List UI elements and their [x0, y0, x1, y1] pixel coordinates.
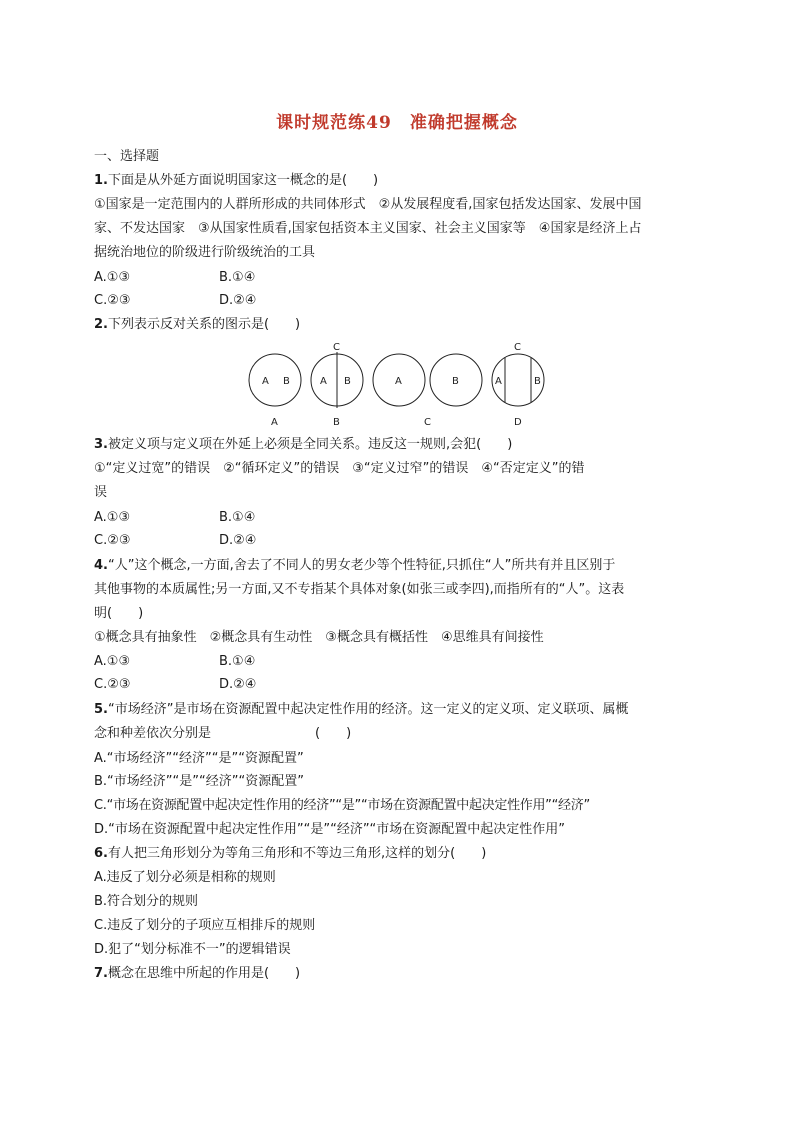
question-7-number: 7. [94, 966, 108, 981]
diagram-d-label-top: C [514, 342, 521, 353]
question-6-option-b[interactable]: B.符合划分的规则 [94, 894, 199, 909]
question-4-text: “人”这个概念,一方面,舍去了不同人的男女老少等个性特征,只抓住“人”所共有并且区别于 [107, 558, 616, 573]
question-6-option-d[interactable]: D.犯了“划分标准不一”的逻辑错误 [94, 942, 291, 957]
diagram-c-label-2: B [452, 376, 459, 387]
question-1-text: 下面是从外延方面说明国家这一概念的是( ) [107, 173, 379, 188]
question-1-line-3: 据统治地位的阶级进行阶级统治的工具 [94, 245, 316, 260]
question-1-number: 1. [94, 173, 108, 188]
question-3-option-b[interactable]: B.①④ [219, 510, 256, 525]
question-4-option-a[interactable]: A.①③ [94, 654, 131, 669]
diagram-a-label-left: A [262, 376, 269, 387]
question-5-option-a[interactable]: A.“市场经济”“经济”“是”“资源配置” [94, 751, 304, 766]
diagram-b[interactable] [311, 342, 363, 428]
diagram-d-label-right: B [534, 376, 541, 387]
diagram-b-label-right: B [344, 376, 351, 387]
question-3-stem [94, 436, 512, 454]
question-5-line-1: 念和种差依次分别是 ( ) [94, 726, 352, 741]
question-6-stem [94, 845, 486, 863]
question-5-text: “市场经济”是市场在资源配置中起决定性作用的经济。这一定义的定义项、定义联项、属概 [107, 702, 629, 717]
question-1-option-c[interactable]: C.②③ [94, 293, 131, 308]
question-6-text: 有人把三角形划分为等角三角形和不等边三角形,这样的划分( ) [107, 846, 487, 861]
diagram-a-label-right: B [283, 376, 290, 387]
question-3-text: 被定义项与定义项在外延上必须是全同关系。违反这一规则,会犯( ) [107, 437, 513, 452]
question-4-line-3: ①概念具有抽象性 ②概念具有生动性 ③概念具有概括性 ④思维具有间接性 [94, 630, 544, 645]
diagram-d[interactable] [492, 342, 544, 428]
question-3-option-a[interactable]: A.①③ [94, 510, 131, 525]
question-4-option-d[interactable]: D.②④ [219, 677, 257, 692]
question-3-option-c[interactable]: C.②③ [94, 533, 131, 548]
question-2-stem [94, 316, 300, 334]
diagram-b-label-top: C [333, 342, 340, 353]
question-4-option-b[interactable]: B.①④ [219, 654, 256, 669]
diagram-b-label-left: A [320, 376, 327, 387]
diagram-d-label-left: A [495, 376, 502, 387]
relation-diagram [240, 340, 560, 430]
question-5-option-d[interactable]: D.“市场在资源配置中起决定性作用”“是”“经济”“市场在资源配置中起决定性作用” [94, 822, 566, 837]
question-3-number: 3. [94, 437, 108, 452]
question-2-text: 下列表示反对关系的图示是( ) [107, 317, 301, 332]
diagram-c[interactable] [373, 354, 482, 428]
question-5-number: 5. [94, 702, 108, 717]
page-title: 课时规范练49 准确把握概念 [276, 113, 518, 133]
diagram-b-caption: B [333, 417, 340, 428]
question-1-option-a[interactable]: A.①③ [94, 270, 131, 285]
diagram-c-label-1: A [395, 376, 402, 387]
question-5-option-b[interactable]: B.“市场经济”“是”“经济”“资源配置” [94, 774, 304, 789]
question-5-option-c[interactable]: C.“市场在资源配置中起决定性作用的经济”“是”“市场在资源配置中起决定性作用”“经济” [94, 798, 590, 813]
question-1-line-1: ①国家是一定范围内的人群所形成的共同体形式 ②从发展程度看,国家包括发达国家、发展中国 [94, 197, 642, 212]
question-4-option-c[interactable]: C.②③ [94, 677, 131, 692]
question-1-line-2: 家、不发达国家 ③从国家性质看,国家包括资本主义国家、社会主义国家等 ④国家是经济上占 [94, 221, 642, 236]
question-7-text: 概念在思维中所起的作用是( ) [107, 966, 301, 981]
question-2-number: 2. [94, 317, 108, 332]
question-3-option-d[interactable]: D.②④ [219, 533, 257, 548]
question-7-stem [94, 965, 300, 983]
question-6-number: 6. [94, 846, 108, 861]
question-3-line-2: 误 [94, 485, 108, 500]
question-4-stem [94, 557, 615, 575]
question-3-line-1: ①“定义过宽”的错误 ②“循环定义”的错误 ③“定义过窄”的错误 ④“否定定义”的错 [94, 461, 585, 476]
diagram-a[interactable] [249, 354, 301, 428]
question-4-line-2: 明( ) [94, 606, 144, 621]
question-5-stem [94, 701, 628, 719]
diagram-c-caption: C [424, 417, 431, 428]
question-4-line-1: 其他事物的本质属性;另一方面,又不专指某个具体对象(如张三或李四),而指所有的“人”。这表 [94, 582, 625, 597]
diagram-a-caption: A [271, 417, 278, 428]
question-1-option-b[interactable]: B.①④ [219, 270, 256, 285]
diagram-d-caption: D [514, 417, 522, 428]
question-6-option-c[interactable]: C.违反了划分的子项应互相排斥的规则 [94, 918, 316, 933]
question-6-option-a[interactable]: A.违反了划分必须是相称的规则 [94, 870, 276, 885]
question-1-option-d[interactable]: D.②④ [219, 293, 257, 308]
section-heading: 一、选择题 [94, 149, 160, 164]
question-1-stem [94, 172, 378, 190]
question-4-number: 4. [94, 558, 108, 573]
